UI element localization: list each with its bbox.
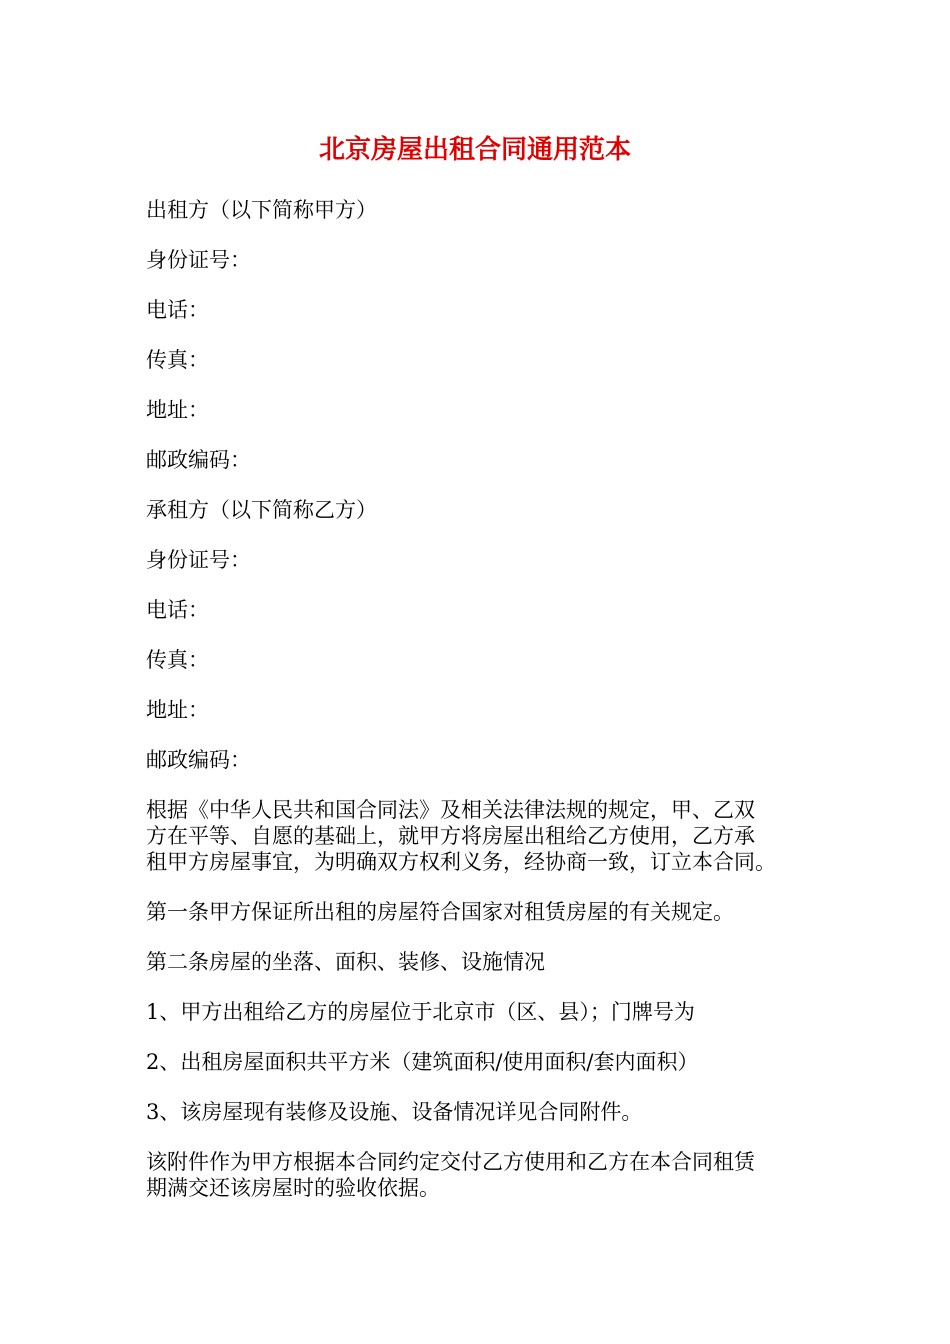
preamble-line: 方在平等、自愿的基础上，就甲方将房屋出租给乙方使用，乙方承 <box>146 824 755 848</box>
article-2-item-1: 1、甲方出租给乙方的房屋位于北京市（区、县）；门牌号为 <box>146 1000 695 1024</box>
article-2-item-3: 3、该房屋现有装修及设施、设备情况详见合同附件。 <box>146 1100 643 1124</box>
attachment-note-line: 期满交还该房屋时的验收依据。 <box>146 1176 440 1200</box>
lessor-address-label: 地址： <box>146 398 209 422</box>
document-title: 北京房屋出租合同通用范本 <box>318 135 631 165</box>
lessor-postcode-label: 邮政编码： <box>146 448 251 472</box>
lessee-id-label: 身份证号： <box>146 548 251 572</box>
attachment-note-paragraph <box>146 1149 810 1201</box>
preamble-line: 租甲方房屋事宜，为明确双方权利义务，经协商一致，订立本合同。 <box>146 850 776 874</box>
preamble-line: 根据《中华人民共和国合同法》及相关法律法规的规定，甲、乙双 <box>146 798 755 822</box>
article-1: 第一条甲方保证所出租的房屋符合国家对租赁房屋的有关规定。 <box>146 900 734 924</box>
lessee-phone-label: 电话： <box>146 598 209 622</box>
document-body <box>146 197 810 1225</box>
lessor-fax-label: 传真： <box>146 348 209 372</box>
lessor-heading: 出租方（以下简称甲方） <box>146 198 377 222</box>
lessee-heading: 承租方（以下简称乙方） <box>146 498 377 522</box>
lessee-address-label: 地址： <box>146 698 209 722</box>
lessee-postcode-label: 邮政编码： <box>146 748 251 772</box>
article-2-item-2: 2、出租房屋面积共平方米（建筑面积/使用面积/套内面积） <box>146 1050 699 1074</box>
lessor-id-label: 身份证号： <box>146 248 251 272</box>
attachment-note-line: 该附件作为甲方根据本合同约定交付乙方使用和乙方在本合同租赁 <box>146 1150 755 1174</box>
lessor-phone-label: 电话： <box>146 298 209 322</box>
lessee-fax-label: 传真： <box>146 648 209 672</box>
article-2-heading: 第二条房屋的坐落、面积、装修、设施情况 <box>146 950 545 974</box>
preamble-paragraph <box>146 797 810 875</box>
